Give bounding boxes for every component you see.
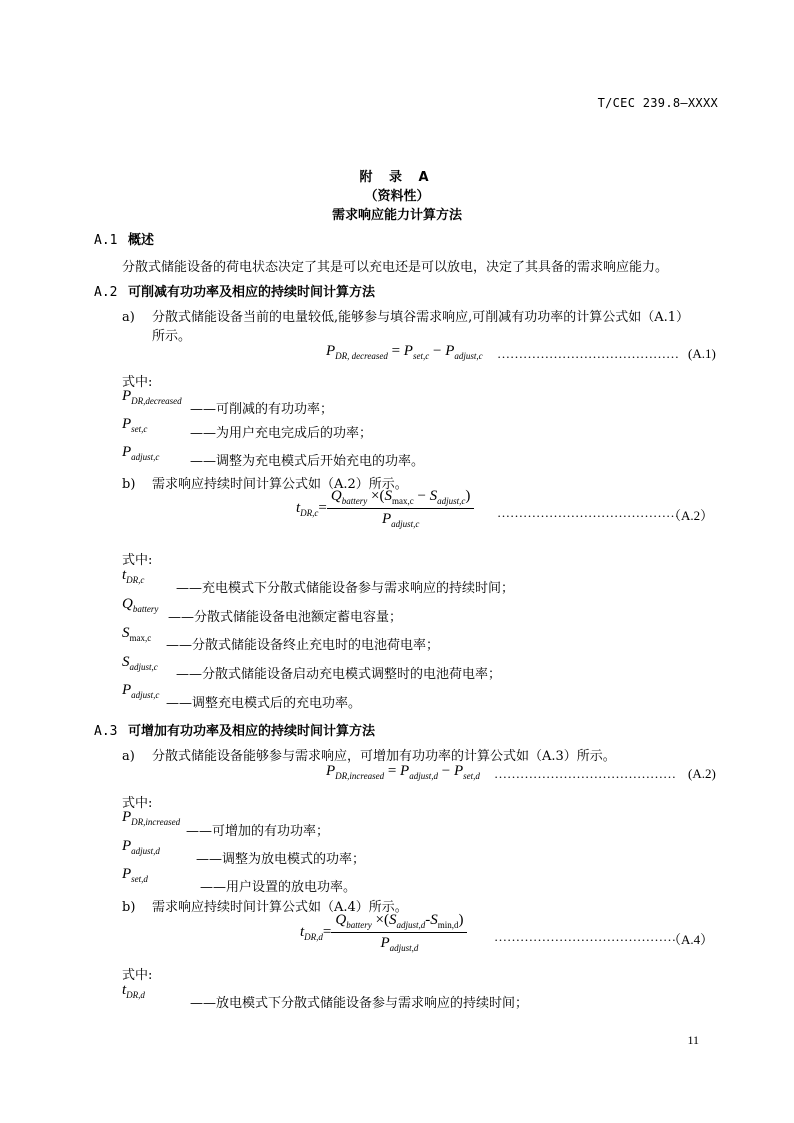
symbol-p-set-c: $P_{set,c}$ bbox=[122, 416, 148, 434]
appendix-title: 需求响应能力计算方法 bbox=[331, 208, 462, 223]
symbol-description: ——调整充电模式后的充电功率。 bbox=[166, 696, 362, 711]
where-label: 式中: bbox=[122, 796, 153, 811]
section-heading-a3 bbox=[94, 720, 375, 739]
symbol-description: ——充电模式下分散式储能设备参与需求响应的持续时间； bbox=[176, 581, 515, 596]
symbol-description: ——分散式储能设备终止充电时的电池荷电率； bbox=[166, 638, 440, 653]
equation-number: （A.2） bbox=[668, 508, 714, 523]
list-label: a) bbox=[122, 310, 135, 325]
symbol-s-max-c: $S_{max,c}$ bbox=[122, 625, 152, 643]
symbol-description: ——放电模式下分散式储能设备参与需求响应的持续时间； bbox=[190, 996, 529, 1011]
list-label: b) bbox=[122, 477, 136, 492]
document-number: T/CEC 239.8—XXXX bbox=[597, 96, 718, 110]
list-label: b) bbox=[122, 900, 136, 915]
equation-leader: …………………………………… bbox=[494, 766, 676, 781]
equation-a4: $t_{DR,d}=$ $\frac{Q_{battery} \times(S_{adjust,d}-S_{min,d})}{P_{adjust,d}}$ bbox=[300, 912, 467, 953]
symbol-description: ——调整为放电模式的功率； bbox=[196, 852, 366, 867]
symbol-p-adjust-d: $P_{adjust,d}$ bbox=[122, 838, 160, 856]
symbol-description: ——用户设置的放电功率。 bbox=[200, 880, 357, 895]
where-label: 式中: bbox=[122, 375, 153, 390]
list-text: 分散式储能设备当前的电量较低,能够参与填谷需求响应,可削减有功功率的计算公式如（A.1） bbox=[152, 310, 690, 325]
section-number: A.3 bbox=[94, 724, 118, 739]
symbol-q-battery: $Q_{battery}$ bbox=[122, 596, 159, 614]
section-heading-a1 bbox=[94, 229, 154, 248]
list-item-a bbox=[122, 306, 689, 325]
list-label: a) bbox=[122, 749, 135, 764]
list-text-continued: 所示。 bbox=[152, 329, 192, 344]
equation-leader: …………………………………… bbox=[497, 505, 679, 520]
symbol-description: ——调整为充电模式后开始充电的功率。 bbox=[190, 454, 425, 469]
symbol-description: ——可增加的有功功率； bbox=[186, 824, 330, 839]
symbol-p-adjust-c-2: $P_{adjust,c}$ bbox=[122, 682, 160, 700]
section-number: A.1 bbox=[94, 233, 118, 248]
symbol-s-adjust-c: $S_{adjust,c}$ bbox=[122, 654, 158, 672]
list-text: 需求响应持续时间计算公式如（A.2）所示。 bbox=[152, 477, 408, 492]
equation-a2: $t_{DR,c}=$ $\frac{Q_{battery} \times(S_{max,c} - S_{adjust,c})}{P_{adjust,c}}$ bbox=[296, 488, 474, 529]
where-label: 式中: bbox=[122, 553, 153, 568]
symbol-description: ——为用户充电完成后的功率； bbox=[190, 426, 373, 441]
appendix-label: 附 录 A bbox=[359, 170, 435, 185]
equation-number: (A.1) bbox=[688, 346, 716, 361]
list-item-a bbox=[122, 745, 616, 764]
section-title: 可削减有功功率及相应的持续时间计算方法 bbox=[128, 285, 376, 300]
symbol-p-set-d: $P_{set,d}$ bbox=[122, 866, 148, 884]
symbol-description: ——可削减的有功功率； bbox=[190, 402, 334, 417]
equation-leader: …………………………………… bbox=[497, 346, 679, 361]
symbol-description: ——分散式储能设备启动充电模式调整时的电池荷电率； bbox=[176, 667, 502, 682]
equation-a3: $P_{DR,increased} = P_{adjust,d} - P_{set,d}$ bbox=[326, 763, 480, 781]
equation-number: （A.4） bbox=[668, 932, 714, 947]
page-number: 11 bbox=[687, 1033, 699, 1047]
symbol-t-dr-c: $t_{DR,c}$ bbox=[122, 567, 145, 585]
section-heading-a2 bbox=[94, 281, 375, 300]
section-title: 可增加有功功率及相应的持续时间计算方法 bbox=[128, 724, 376, 739]
list-text: 需求响应持续时间计算公式如（A.4）所示。 bbox=[152, 900, 408, 915]
section-title: 概述 bbox=[128, 233, 155, 248]
list-text: 分散式储能设备能够参与需求响应，可增加有功功率的计算公式如（A.3）所示。 bbox=[152, 749, 616, 764]
where-label: 式中: bbox=[122, 968, 153, 983]
symbol-p-dr-increased: $P_{DR,increased}$ bbox=[122, 809, 181, 827]
symbol-p-dr-decreased: $P_{DR,decreased}$ bbox=[122, 388, 182, 406]
symbol-t-dr-d: $t_{DR,d}$ bbox=[122, 982, 145, 1000]
section-number: A.2 bbox=[94, 285, 118, 300]
equation-number: (A.2) bbox=[688, 766, 716, 781]
equation-a1: $P_{DR, decreased} = P_{set,c} - P_{adjust,c}$ bbox=[326, 343, 483, 361]
paragraph-overview: 分散式储能设备的荷电状态决定了其是可以充电还是可以放电，决定了其具备的需求响应能力。 bbox=[122, 260, 669, 275]
appendix-nature: （资料性） bbox=[364, 189, 430, 204]
symbol-description: ——分散式储能设备电池额定蓄电容量； bbox=[168, 610, 403, 625]
equation-leader: …………………………………… bbox=[494, 929, 676, 944]
symbol-p-adjust-c: $P_{adjust,c}$ bbox=[122, 444, 160, 462]
